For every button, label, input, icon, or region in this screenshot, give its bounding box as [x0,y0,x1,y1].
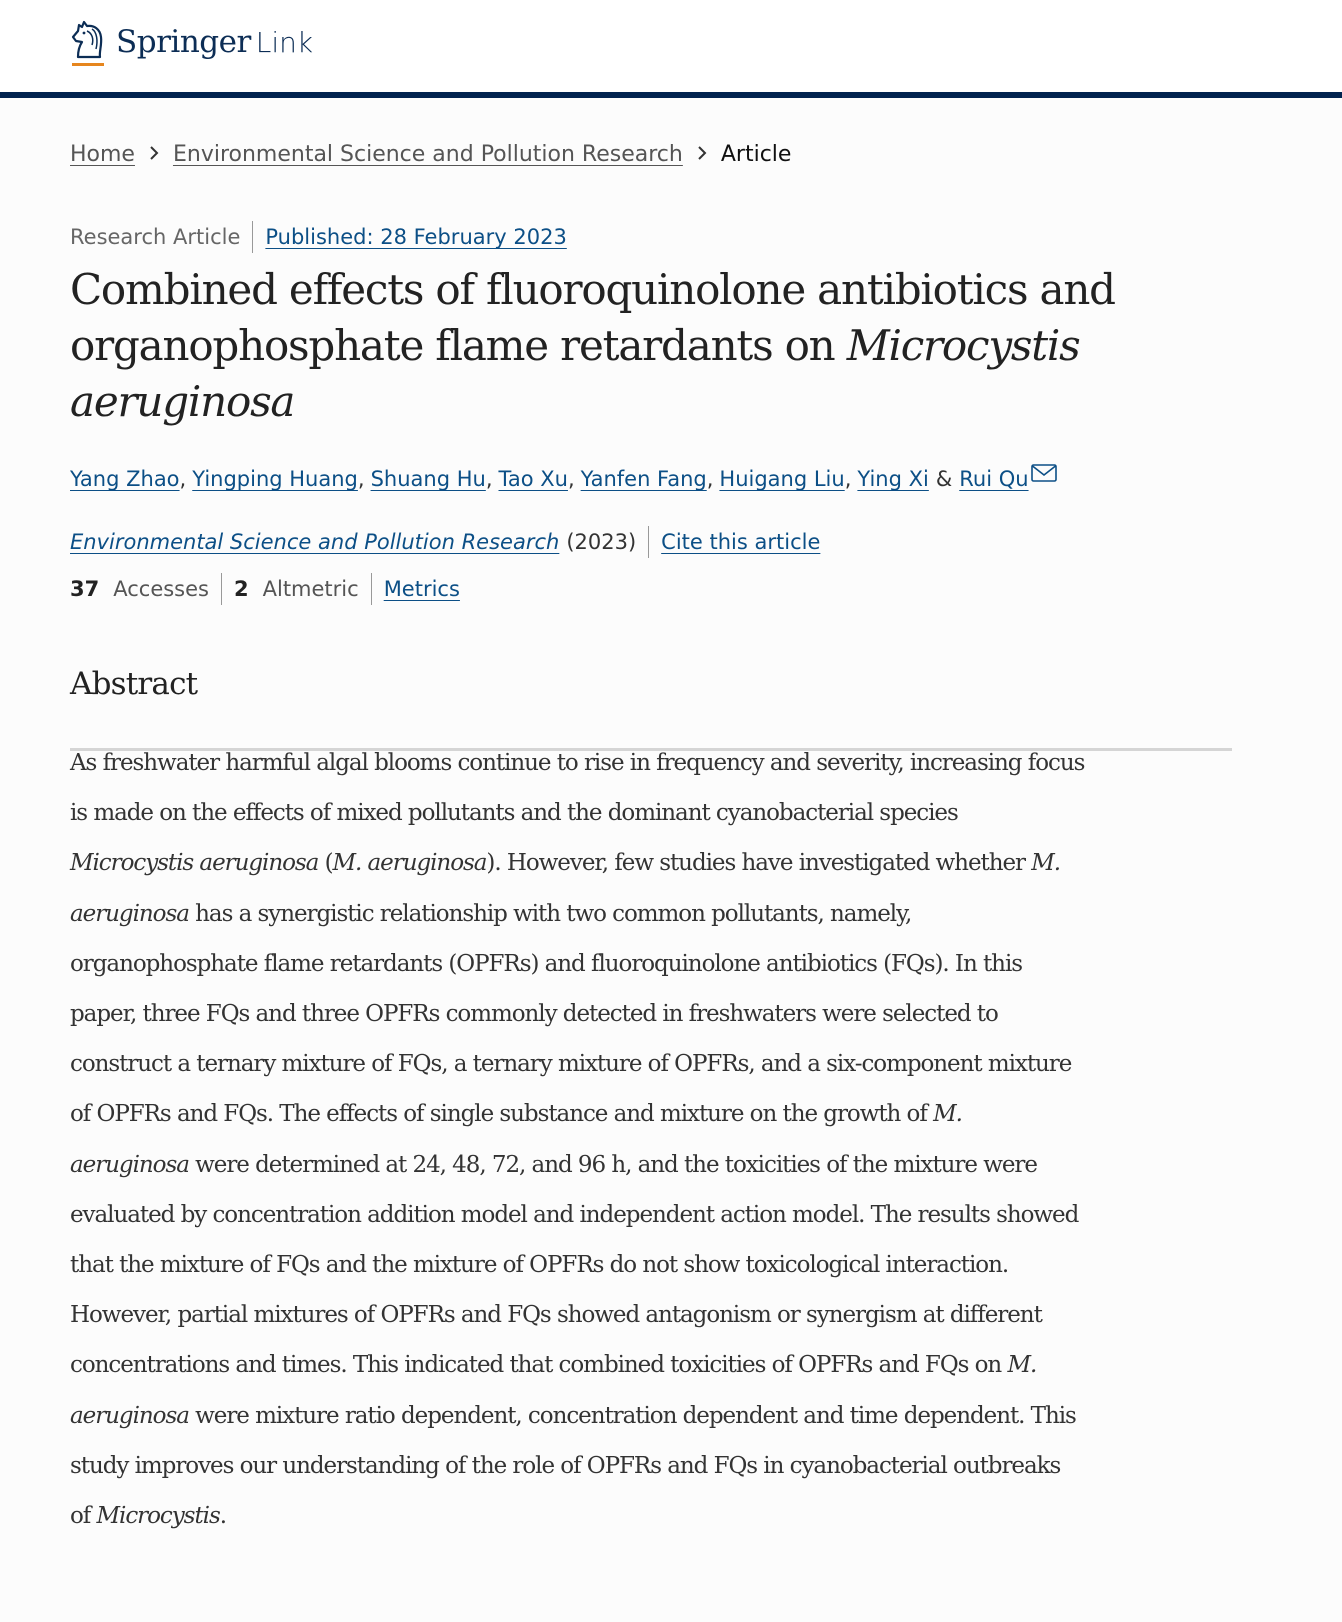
divider [221,573,222,605]
site-header [0,0,1342,92]
abstract-line [70,788,1250,838]
italic-text: aeruginosa [70,1402,189,1429]
text-segment: evaluated by concentration addition model and independent action model. The results showed [70,1201,1079,1228]
abstract-line [70,1290,1250,1340]
italic-text: Microcystis [846,321,1080,370]
chevron-right-icon [149,144,159,165]
text-segment: study improves our understanding of the role of OPFRs and FQs in cyanobacterial outbreaks [70,1452,1061,1479]
text-segment: ( [318,850,333,877]
accesses-count: 37 [70,577,100,601]
cite-article-link[interactable]: Cite this article [661,530,821,554]
author-link[interactable]: Yingping Huang [192,467,358,491]
abstract-line [70,1089,1250,1139]
abstract-text [70,738,1250,1541]
title-line [70,318,1250,374]
envelope-icon[interactable] [1031,463,1057,481]
journal-citation [70,525,820,559]
divider [648,526,649,558]
text-segment: of OPFRs and FQs. The effects of single substance and mixture on the growth of [70,1101,934,1128]
author-link[interactable]: Yang Zhao [70,467,180,491]
logo-accent-bar [72,63,104,66]
abstract-line [70,939,1250,989]
abstract-line [70,1240,1250,1290]
text-segment: were determined at 24, 48, 72, and 96 h, and the toxicities of the mixture were [188,1151,1037,1178]
author-separator: , [844,467,852,491]
text-segment: is made on the effects of mixed pollutants and the dominant cyanobacterial species [70,800,958,827]
divider [371,573,372,605]
abstract-line [70,889,1250,939]
chevron-right-icon [697,144,707,165]
brand-name: Springer [116,24,251,60]
abstract-line [70,989,1250,1039]
text-segment: were mixture ratio dependent, concentration dependent and time dependent. This [188,1402,1076,1429]
article-type: Research Article [70,225,241,249]
italic-text: M. [1031,850,1060,877]
author-link[interactable]: Rui Qu [959,467,1029,491]
publication-year: (2023) [566,530,637,554]
author-separator: , [485,467,493,491]
title-line [70,374,1250,430]
published-date-link[interactable]: Published: 28 February 2023 [265,225,567,249]
author-link[interactable]: Tao Xu [498,467,568,491]
abstract-line [70,1391,1250,1441]
text-segment: However, partial mixtures of OPFRs and FQs showed antagonism or synergism at different [70,1302,1042,1329]
breadcrumb-current: Article [720,141,792,167]
abstract-line [70,738,1250,788]
text-segment: construct a ternary mixture of FQs, a ternary mixture of OPFRs, and a six-component mixture [70,1051,1072,1078]
title-line [70,262,1250,318]
abstract-line [70,1491,1250,1541]
abstract-line [70,1190,1250,1240]
author-separator: , [357,467,365,491]
text-segment: As freshwater harmful algal blooms continue to rise in frequency and severity, increasing focus [70,750,1085,776]
abstract-line [70,1340,1250,1390]
abstract-line [70,838,1250,888]
text-segment: concentrations and times. This indicated that combined toxicities of OPFRs and FQs on [70,1352,1008,1379]
text-segment: has a synergistic relationship with two common pollutants, namely, [188,900,912,927]
breadcrumb [70,138,791,170]
author-separator: , [179,467,187,491]
italic-text: M. [933,1101,962,1128]
text-segment: of [70,1503,97,1530]
text-segment: organophosphate flame retardants on [70,321,847,370]
text-segment: ). However, few studies have investigated whether [486,850,1032,877]
altmetric-count: 2 [234,577,249,601]
brand-suffix: Link [255,25,314,59]
abstract-line [70,1441,1250,1491]
text-segment: . [219,1503,226,1530]
italic-text: M. aeruginosa [332,850,487,877]
journal-link[interactable]: Environmental Science and Pollution Research [70,530,560,554]
author-link[interactable]: Yanfen Fang [580,467,707,491]
breadcrumb-journal-link[interactable]: Environmental Science and Pollution Research [172,141,683,167]
springer-link-logo[interactable] [70,18,313,68]
text-segment: organophosphate flame retardants (OPFRs) and fluoroquinolone antibiotics (FQs). In this [70,950,1023,977]
italic-text: aeruginosa [70,900,189,927]
italic-text: aeruginosa [70,1151,189,1178]
italic-text: aeruginosa [70,377,295,426]
text-segment: Combined effects of fluoroquinolone antibiotics and [70,265,1115,314]
article-title [70,262,1250,430]
article-metrics [70,572,460,606]
author-separator: , [567,467,575,491]
italic-text: M. [1007,1352,1037,1379]
article-meta [70,220,567,254]
abstract-line [70,1039,1250,1089]
abstract-heading: Abstract [70,666,198,702]
author-ampersand: & [935,467,953,491]
text-segment: paper, three FQs and three OPFRs commonly detected in freshwaters were selected to [70,1001,998,1028]
italic-text: Microcystis aeruginosa [70,850,319,877]
springer-horse-icon [70,19,108,67]
altmetric-label: Altmetric [262,577,359,601]
metrics-link[interactable]: Metrics [383,577,460,601]
text-segment: that the mixture of FQs and the mixture of OPFRs do not show toxicological interaction. [70,1252,1009,1279]
divider [252,221,253,253]
author-list [70,462,1057,496]
author-separator: , [706,467,714,491]
italic-text: Microcystis [96,1503,220,1530]
author-link[interactable]: Ying Xi [857,467,929,491]
breadcrumb-home-link[interactable]: Home [70,141,135,167]
accesses-label: Accesses [113,577,209,601]
header-divider-bar [0,92,1342,98]
author-link[interactable]: Huigang Liu [719,467,845,491]
abstract-line [70,1140,1250,1190]
author-link[interactable]: Shuang Hu [370,467,486,491]
